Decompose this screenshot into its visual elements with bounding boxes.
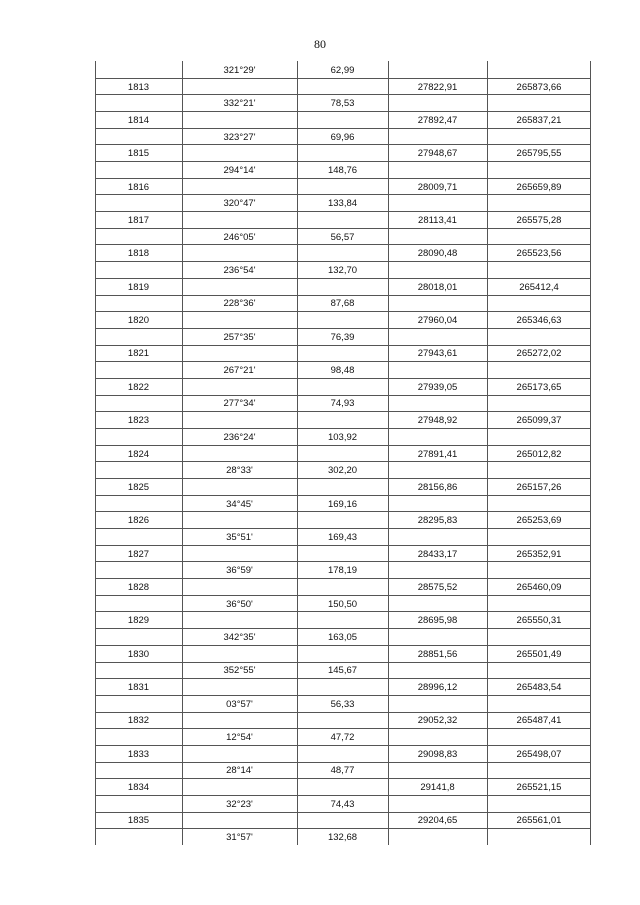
x-coordinate-cell: 28851,56: [417, 648, 458, 660]
point-number-cell: 1821: [127, 348, 150, 360]
x-coordinate-cell: 28695,98: [417, 615, 458, 627]
point-number-cell: 1819: [127, 281, 150, 293]
direction-angle-cell: 277°34': [223, 398, 256, 410]
x-coordinate-cell: 27822,91: [417, 81, 458, 93]
y-coordinate-cell: 265575,28: [516, 214, 562, 226]
y-coordinate-cell: 265795,55: [516, 148, 562, 160]
row-line: [95, 161, 591, 162]
point-number-cell: 1832: [127, 715, 150, 727]
x-coordinate-cell: 28156,86: [417, 481, 458, 493]
direction-angle-cell: 35°51': [226, 531, 253, 543]
x-coordinate-cell: 27891,41: [417, 448, 458, 460]
point-number-cell: 1828: [127, 581, 150, 593]
row-line: [95, 561, 591, 562]
row-line: [95, 311, 591, 312]
segment-length-cell: 47,72: [330, 732, 355, 744]
row-line: [95, 144, 591, 145]
row-line: [95, 511, 591, 512]
x-coordinate-cell: 27939,05: [417, 381, 458, 393]
segment-length-cell: 145,67: [327, 665, 358, 677]
y-coordinate-cell: 265487,41: [516, 715, 562, 727]
segment-length-cell: 69,96: [330, 131, 355, 143]
y-coordinate-cell: 265521,15: [516, 782, 562, 794]
segment-length-cell: 169,43: [327, 531, 358, 543]
row-line: [95, 795, 591, 796]
y-coordinate-cell: 265253,69: [516, 515, 562, 527]
row-line: [95, 828, 591, 829]
direction-angle-cell: 28°33': [226, 465, 253, 477]
x-coordinate-cell: 27948,67: [417, 148, 458, 160]
y-coordinate-cell: 265460,09: [516, 581, 562, 593]
row-line: [95, 361, 591, 362]
x-coordinate-cell: 27960,04: [417, 315, 458, 327]
point-number-cell: 1823: [127, 415, 150, 427]
row-line: [95, 445, 591, 446]
direction-angle-cell: 34°45': [226, 498, 253, 510]
point-number-cell: 1818: [127, 248, 150, 260]
y-coordinate-cell: 265550,31: [516, 615, 562, 627]
segment-length-cell: 148,76: [327, 164, 358, 176]
segment-length-cell: 302,20: [327, 465, 358, 477]
row-line: [95, 778, 591, 779]
page-number: 80: [314, 37, 326, 51]
y-coordinate-cell: 265561,01: [516, 815, 562, 827]
direction-angle-cell: 321°29': [223, 64, 256, 76]
segment-length-cell: 163,05: [327, 631, 358, 643]
segment-length-cell: 133,84: [327, 198, 358, 210]
direction-angle-cell: 228°36': [223, 298, 256, 310]
point-number-cell: 1829: [127, 615, 150, 627]
row-line: [95, 378, 591, 379]
segment-length-cell: 76,39: [330, 331, 355, 343]
point-number-cell: 1817: [127, 214, 150, 226]
row-line: [95, 728, 591, 729]
row-line: [95, 578, 591, 579]
segment-length-cell: 62,99: [330, 64, 355, 76]
x-coordinate-cell: 29141,8: [420, 782, 455, 794]
y-coordinate-cell: 265346,63: [516, 315, 562, 327]
segment-length-cell: 74,93: [330, 398, 355, 410]
row-line: [95, 762, 591, 763]
point-number-cell: 1834: [127, 782, 150, 794]
y-coordinate-cell: 265837,21: [516, 114, 562, 126]
x-coordinate-cell: 29204,65: [417, 815, 458, 827]
direction-angle-cell: 342°35': [223, 631, 256, 643]
x-coordinate-cell: 27892,47: [417, 114, 458, 126]
row-line: [95, 228, 591, 229]
row-line: [95, 328, 591, 329]
coordinates-table: [95, 61, 591, 845]
row-line: [95, 278, 591, 279]
segment-length-cell: 74,43: [330, 798, 355, 810]
segment-length-cell: 132,70: [327, 265, 358, 276]
x-coordinate-cell: 28113,41: [418, 214, 457, 226]
y-coordinate-cell: 265873,66: [516, 81, 562, 93]
row-line: [95, 345, 591, 346]
point-number-cell: 1814: [127, 114, 150, 126]
row-line: [95, 812, 591, 813]
direction-angle-cell: 31°57': [226, 832, 253, 844]
row-line: [95, 78, 591, 79]
segment-length-cell: 56,57: [330, 231, 355, 243]
direction-angle-cell: 267°21': [223, 365, 256, 377]
segment-length-cell: 150,50: [327, 598, 358, 610]
direction-angle-cell: 246°05': [223, 231, 256, 243]
row-line: [95, 244, 591, 245]
direction-angle-cell: 257°35': [223, 331, 256, 343]
row-line: [95, 94, 591, 95]
segment-length-cell: 178,19: [327, 565, 358, 577]
row-line: [95, 478, 591, 479]
segment-length-cell: 98,48: [330, 365, 355, 377]
row-line: [95, 111, 591, 112]
y-coordinate-cell: 265012,82: [516, 448, 562, 460]
direction-angle-cell: 320°47': [223, 198, 256, 210]
direction-angle-cell: 323°27': [223, 131, 256, 143]
row-line: [95, 528, 591, 529]
row-line: [95, 178, 591, 179]
row-line: [95, 695, 591, 696]
point-number-cell: 1831: [127, 682, 150, 694]
direction-angle-cell: 12°54': [226, 732, 253, 744]
point-number-cell: 1822: [127, 381, 150, 393]
x-coordinate-cell: 29098,83: [417, 748, 458, 760]
x-coordinate-cell: 28575,52: [417, 581, 458, 593]
segment-length-cell: 87,68: [330, 298, 355, 310]
x-coordinate-cell: 27948,92: [417, 415, 458, 427]
direction-angle-cell: 236°54': [223, 265, 256, 276]
point-number-cell: 1830: [127, 648, 150, 660]
y-coordinate-cell: 265523,56: [516, 248, 562, 260]
direction-angle-cell: 352°55': [223, 665, 256, 677]
row-line: [95, 395, 591, 396]
x-coordinate-cell: 27943,61: [417, 348, 458, 360]
row-line: [95, 645, 591, 646]
x-coordinate-cell: 28996,12: [417, 682, 458, 694]
row-line: [95, 628, 591, 629]
x-coordinate-cell: 28018,01: [417, 281, 458, 293]
row-line: [95, 595, 591, 596]
row-line: [95, 545, 591, 546]
segment-length-cell: 48,77: [330, 765, 355, 777]
direction-angle-cell: 294°14': [223, 164, 256, 176]
direction-angle-cell: 236°24': [223, 431, 256, 443]
row-line: [95, 495, 591, 496]
segment-length-cell: 103,92: [327, 431, 358, 443]
row-line: [95, 295, 591, 296]
point-number-cell: 1824: [127, 448, 150, 460]
point-number-cell: 1813: [127, 81, 150, 93]
y-coordinate-cell: 265483,54: [516, 682, 562, 694]
x-coordinate-cell: 29052,32: [417, 715, 458, 727]
segment-length-cell: 56,33: [330, 698, 355, 710]
x-coordinate-cell: 28433,17: [417, 548, 458, 560]
y-coordinate-cell: 265173,65: [516, 381, 562, 393]
direction-angle-cell: 32°23': [226, 798, 253, 810]
y-coordinate-cell: 265099,37: [516, 415, 562, 427]
direction-angle-cell: 36°50': [226, 598, 253, 610]
row-line: [95, 745, 591, 746]
x-coordinate-cell: 28295,83: [417, 515, 458, 527]
y-coordinate-cell: 265659,89: [516, 181, 562, 193]
y-coordinate-cell: 265412,4: [519, 281, 559, 293]
direction-angle-cell: 28°14': [226, 765, 253, 777]
row-line: [95, 662, 591, 663]
direction-angle-cell: 36°59': [226, 565, 253, 577]
segment-length-cell: 78,53: [330, 98, 355, 110]
y-coordinate-cell: 265498,07: [516, 748, 562, 760]
point-number-cell: 1825: [127, 481, 150, 493]
point-number-cell: 1820: [127, 315, 150, 327]
y-coordinate-cell: 265272,02: [516, 348, 562, 360]
y-coordinate-cell: 265501,49: [516, 648, 562, 660]
row-line: [95, 128, 591, 129]
point-number-cell: 1835: [127, 815, 150, 827]
row-line: [95, 428, 591, 429]
x-coordinate-cell: 28009,71: [417, 181, 458, 193]
row-line: [95, 194, 591, 195]
row-line: [95, 461, 591, 462]
row-line: [95, 712, 591, 713]
y-coordinate-cell: 265352,91: [516, 548, 562, 560]
segment-length-cell: 132,68: [327, 832, 358, 844]
y-coordinate-cell: 265157,26: [516, 481, 562, 493]
row-line: [95, 411, 591, 412]
row-line: [95, 611, 591, 612]
point-number-cell: 1833: [127, 748, 150, 760]
direction-angle-cell: 03°57': [226, 698, 253, 710]
row-line: [95, 678, 591, 679]
point-number-cell: 1815: [127, 148, 150, 160]
row-line: [95, 211, 591, 212]
x-coordinate-cell: 28090,48: [417, 248, 458, 260]
row-line: [95, 261, 591, 262]
point-number-cell: 1816: [127, 181, 150, 193]
point-number-cell: 1826: [127, 515, 150, 527]
direction-angle-cell: 332°21': [223, 98, 256, 110]
segment-length-cell: 169,16: [327, 498, 358, 510]
point-number-cell: 1827: [127, 548, 150, 560]
